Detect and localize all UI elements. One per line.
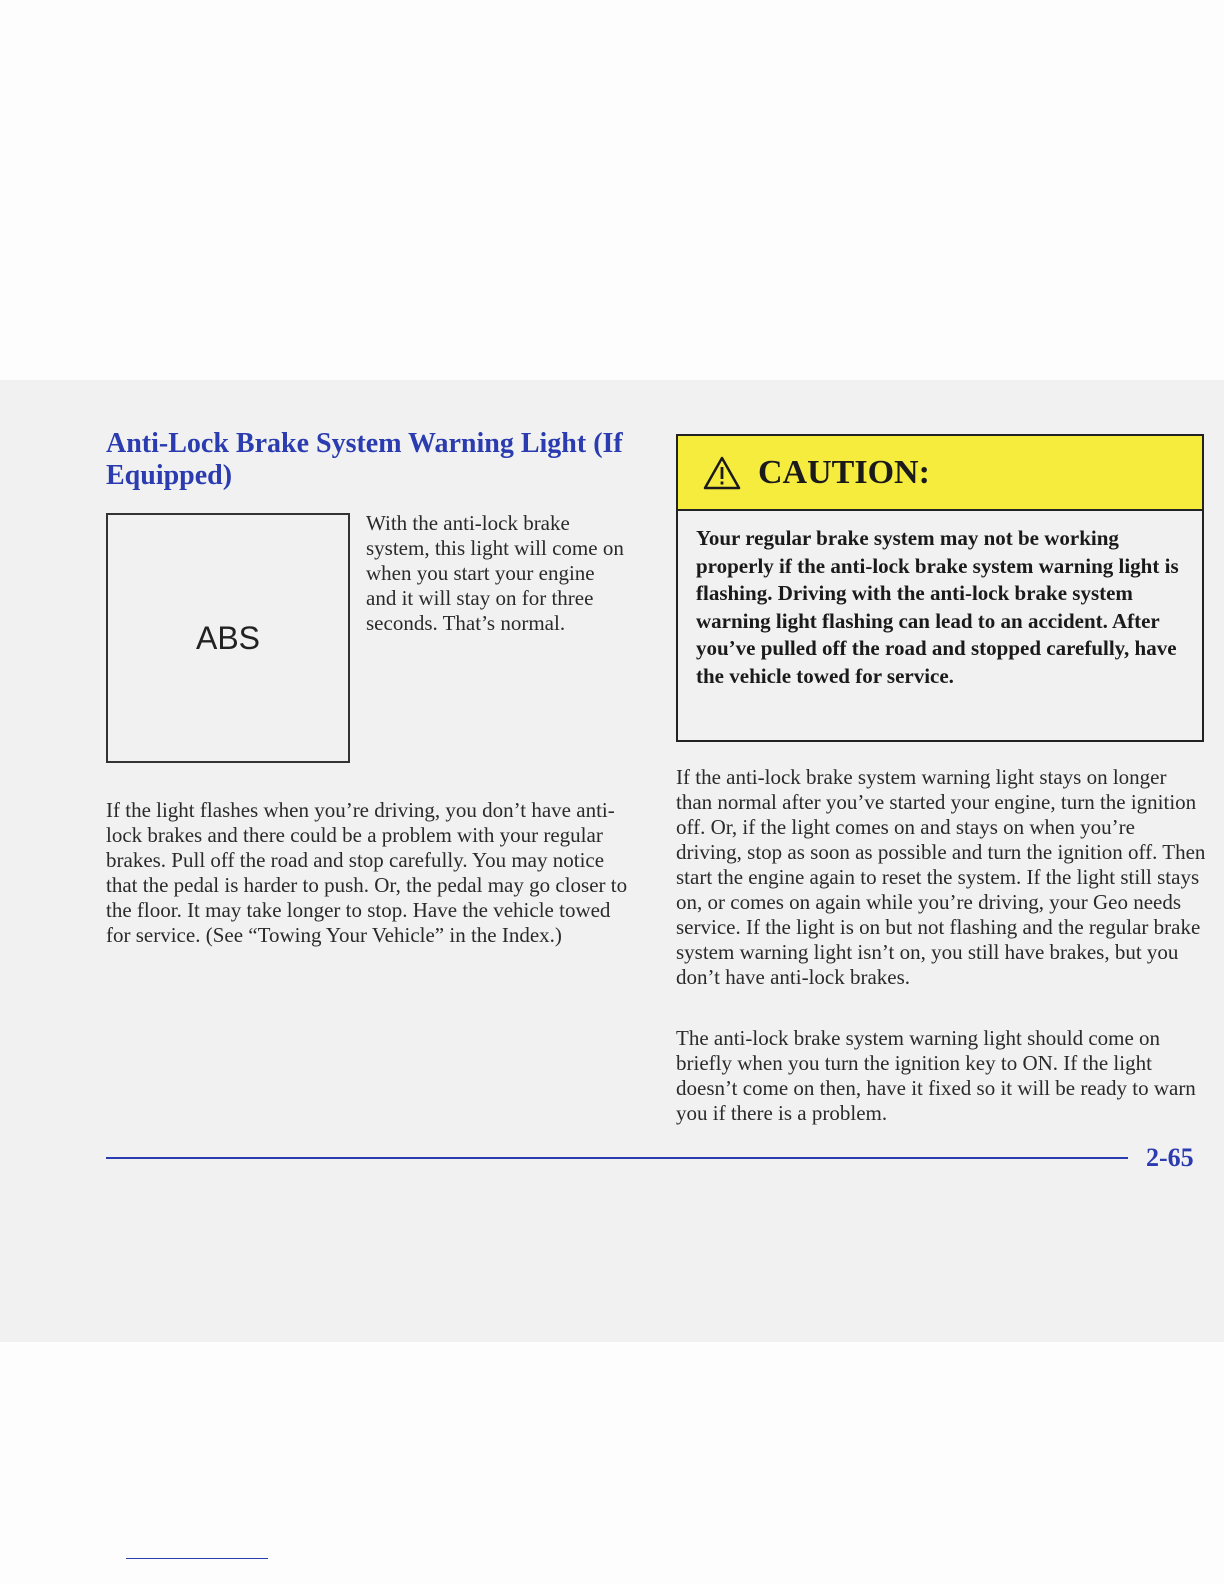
page-number: 2-65 [1146, 1143, 1194, 1172]
caution-text: Your regular brake system may not be working properly if the anti-lock brake system warning light is flashing. Driving with the anti-lock brake system warning light flashing can lead to an accident. After you’ve pulled off the road and stopped carefully, have the vehicle towed for service. [696, 526, 1179, 688]
abs-warning-icon [106, 513, 350, 763]
section-heading: Anti-Lock Brake System Warning Light (If Equipped) [106, 428, 623, 491]
stays-on-paragraph: If the anti-lock brake system warning light stays on longer than normal after you’ve started your engine, turn the ignition off. Or, if the light comes on and stays on when you’re driving, stop as soon as possible and turn the ignition off. Then start the engine again to reset the system. If the light still stays on, or comes on again while you’re driving, your Geo needs service. If the light is on but not flashing and the regular brake system warning light isn’t on, you still have brakes, but you don’t have anti-lock brakes. [676, 765, 1206, 989]
bottom-divider [126, 1558, 268, 1559]
intro-paragraph: With the anti-lock brake system, this light will come on when you start your engine and it will stay on for three seconds. That’s normal. [366, 511, 624, 635]
caution-header [678, 436, 1202, 511]
caution-title: CAUTION: [758, 453, 930, 491]
caution-box [676, 434, 1204, 742]
abs-icon-label: ABS [195, 619, 261, 656]
warning-triangle-icon [702, 455, 742, 491]
flashing-light-paragraph: If the light flashes when you’re driving, you don’t have anti-lock brakes and there could be a problem with your regular brakes. Pull off the road and stop carefully. You may notice that the pedal is harder to push. Or, the pedal may go closer to the floor. It may take longer to stop. Have the vehicle towed for service. (See “Towing Your Vehicle” in the Index.) [106, 798, 628, 947]
footer-rule [106, 1157, 1128, 1159]
ignition-check-paragraph: The anti-lock brake system warning light should come on briefly when you turn the ignition key to ON. If the light doesn’t come on then, have it fixed so it will be ready to warn you if there is a problem. [676, 1026, 1196, 1125]
